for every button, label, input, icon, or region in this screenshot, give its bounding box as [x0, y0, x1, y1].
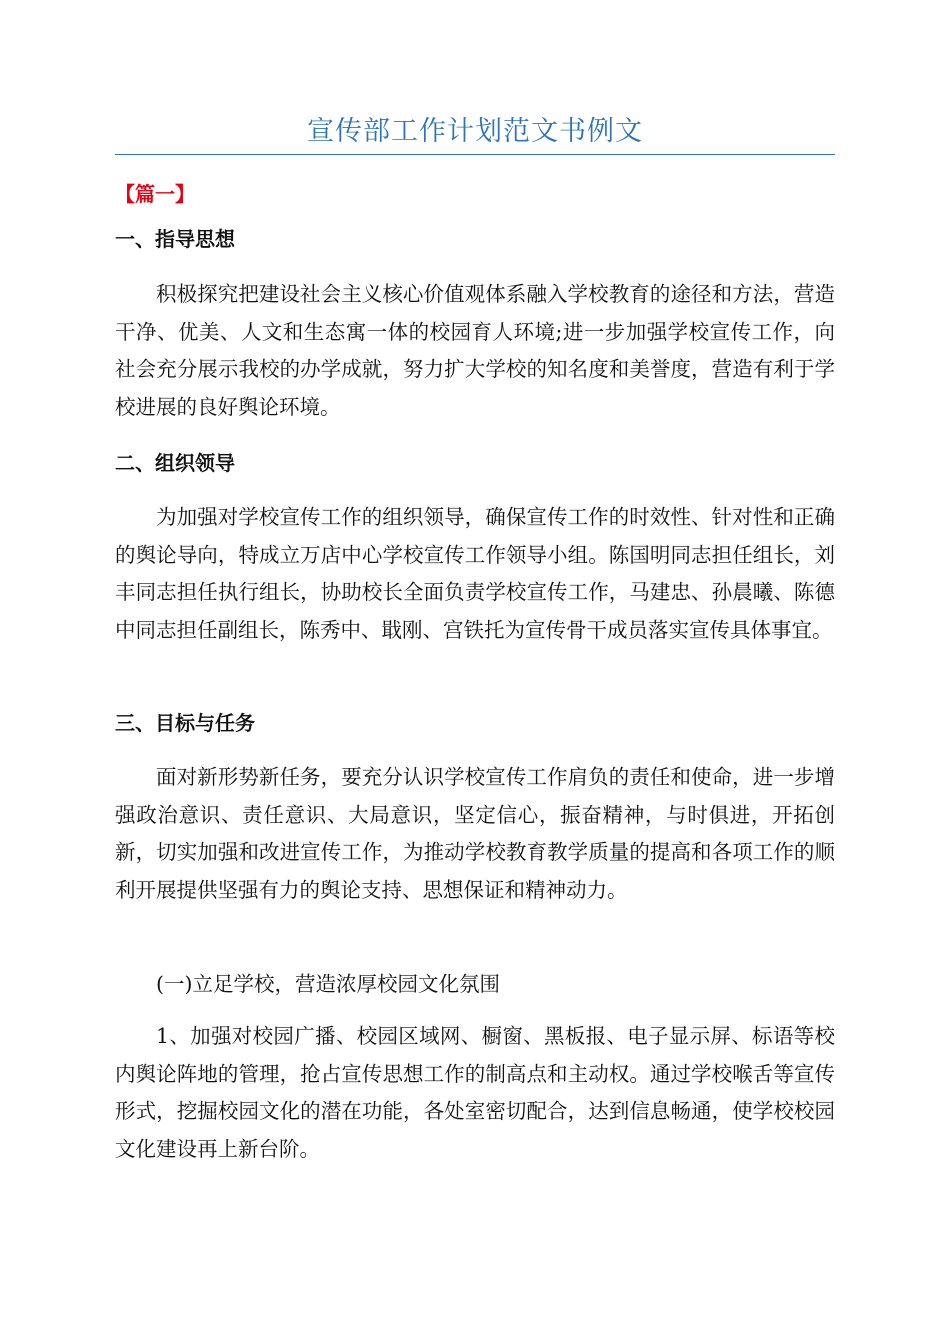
title-underline — [115, 154, 835, 155]
heading-organization: 二、组织领导 — [115, 451, 235, 475]
paragraph-organization: 为加强对学校宣传工作的组织领导，确保宣传工作的时效性、针对性和正确的舆论导向，特成立万店中心学校宣传工作领导小组。陈国明同志担任组长，刘丰同志担任执行组长，协助校长全面负责学校宣传工作，马建忠、孙晨曦、陈德中同志担任副组长，陈秀中、戢刚、宫铁托为宣传骨干成员落实宣传具体事宜。 — [115, 505, 835, 642]
heading-guiding-thought: 一、指导思想 — [115, 227, 235, 251]
paragraph-guiding-thought: 积极探究把建设社会主义核心价值观体系融入学校教育的途径和方法，营造干净、优美、人文和生态寓一体的校园育人环境;进一步加强学校宣传工作，向社会充分展示我校的办学成就，努力扩大学校的知名度和美誉度，营造有利于学校进展的良好舆论环境。 — [115, 282, 835, 419]
list-item-1: 1、加强对校园广播、校园区域网、橱窗、黑板报、电子显示屏、标语等校内舆论阵地的管理，抢占宣传思想工作的制高点和主动权。通过学校喉舌等宣传形式，挖掘校园文化的潜在功能，各处室密切配合，达到信息畅通，使学校校园文化建设再上新台阶。 — [115, 1024, 835, 1161]
section-tag: 【篇一】 — [115, 182, 195, 206]
document-title: 宣传部工作计划范文书例文 — [307, 116, 643, 147]
paragraph-goals-tasks: 面对新形势新任务，要充分认识学校宣传工作肩负的责任和使命，进一步增强政治意识、责任意识、大局意识，坚定信心，振奋精神，与时俱进，开拓创新，切实加强和改进宣传工作，为推动学校教育教学质量的提高和各项工作的顺利开展提供坚强有力的舆论支持、思想保证和精神动力。 — [115, 765, 835, 902]
heading-goals-tasks: 三、目标与任务 — [115, 711, 255, 735]
sub-heading-school-culture: (一)立足学校，营造浓厚校园文化氛围 — [156, 972, 500, 996]
